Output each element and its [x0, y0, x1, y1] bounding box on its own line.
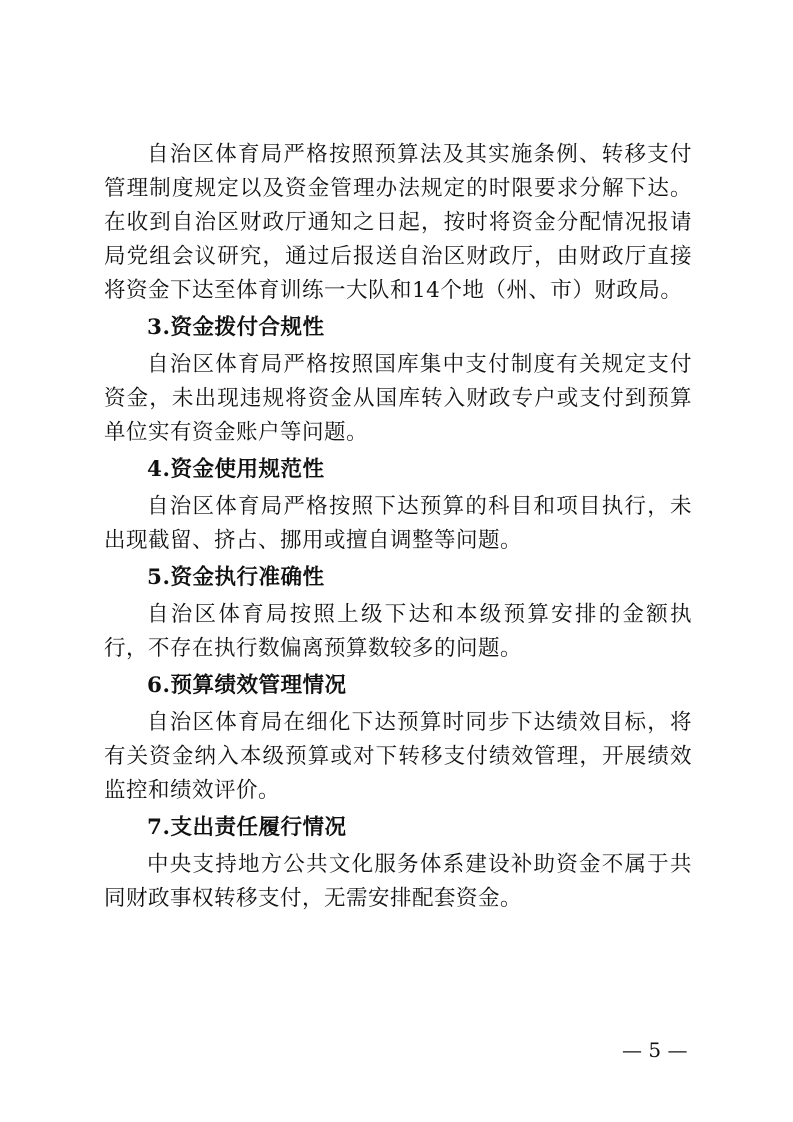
- heading-budget-performance-management: 6.预算绩效管理情况: [147, 673, 347, 698]
- paragraph-fund-execution-accuracy: 自治区体育局按照上级下达和本级预算安排的金额执行，不存在执行数偏离预算数较多的问题。: [104, 602, 692, 661]
- page-number: — 5 —: [622, 1038, 688, 1062]
- paragraph-budget-performance-management: 自治区体育局在细化下达预算时同步下达绩效目标，将有关资金纳入本级预算或对下转移支付绩效管理，开展绩效监控和绩效评价。: [104, 710, 692, 803]
- heading-fund-execution-accuracy: 5.资金执行准确性: [147, 565, 325, 590]
- paragraph-fund-disbursement-compliance: 自治区体育局严格按照国库集中支付制度有关规定支付资金，未出现违规将资金从国库转入财政专户或支付到预算单位实有资金账户等问题。: [104, 352, 692, 445]
- heading-expenditure-responsibility: 7.支出责任履行情况: [147, 815, 347, 840]
- heading-fund-usage-standard: 4.资金使用规范性: [147, 457, 325, 482]
- paragraph-intro: 自治区体育局严格按照预算法及其实施条例、转移支付管理制度规定以及资金管理办法规定的时限要求分解下达。在收到自治区财政厅通知之日起，按时将资金分配情况报请局党组会议研究，通过后报送自治区财政厅，由财政厅直接将资金下达至体育训练一大队和14个地（州、市）财政局。: [104, 142, 692, 303]
- paragraph-fund-usage-standard: 自治区体育局严格按照下达预算的科目和项目执行，未出现截留、挤占、挪用或擅自调整等问题。: [104, 494, 692, 553]
- heading-fund-disbursement-compliance: 3.资金拨付合规性: [147, 315, 325, 340]
- document-body: [104, 138, 692, 916]
- paragraph-expenditure-responsibility: 中央支持地方公共文化服务体系建设补助资金不属于共同财政事权转移支付，无需安排配套资金。: [104, 852, 692, 911]
